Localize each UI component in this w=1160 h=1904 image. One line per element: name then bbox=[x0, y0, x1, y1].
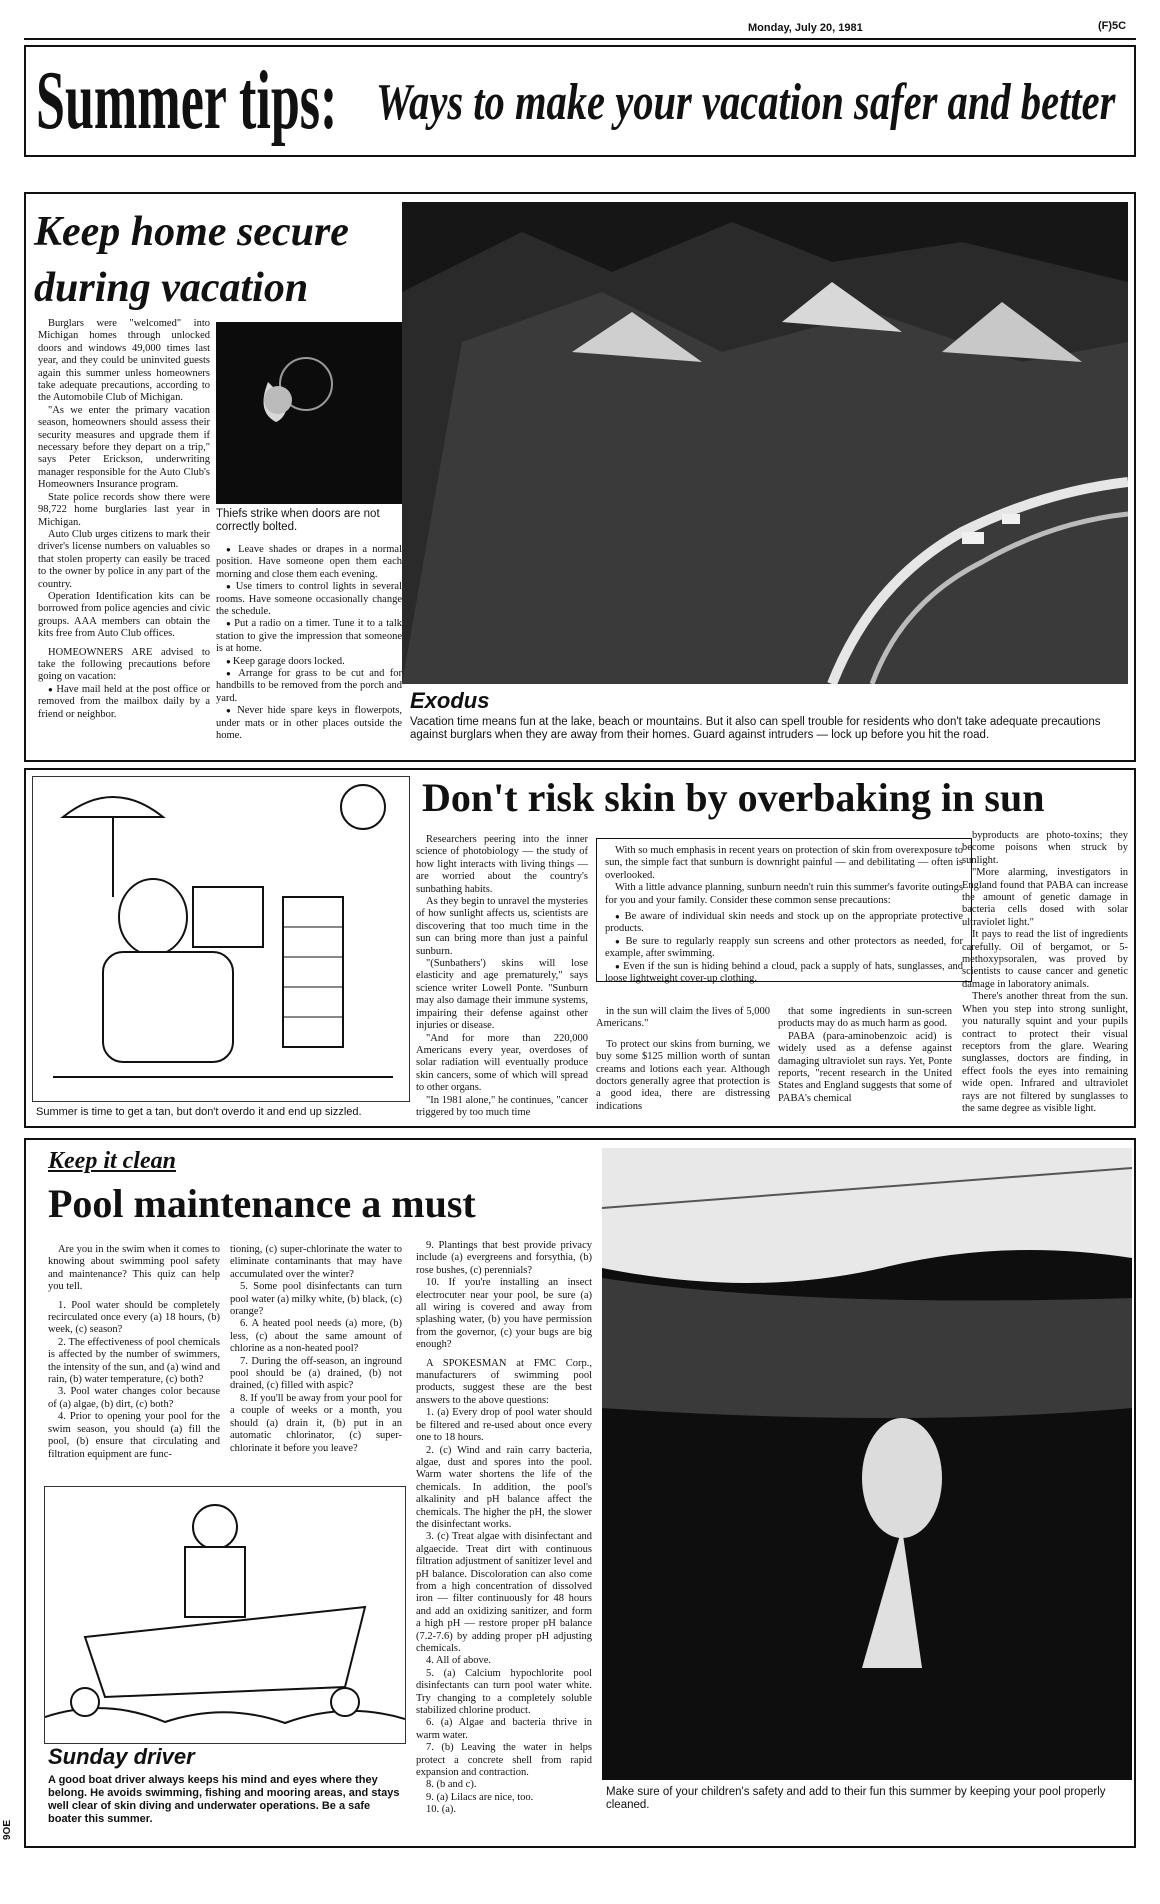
pool-photo-caption: Make sure of your children's safety and add to their fun this summer by keeping your pool properly cleaned. bbox=[606, 1786, 1106, 1811]
skin-column-4 bbox=[962, 830, 1128, 1115]
pool-headline: Pool maintenance a must bbox=[48, 1181, 476, 1226]
banner-box bbox=[24, 45, 1136, 157]
security-column-2 bbox=[216, 544, 402, 743]
pool-section bbox=[24, 1138, 1136, 1848]
pool-paragraph: 4. Prior to opening your pool for the swim season, you should (a) fill the pool, (b) ensure that circulating and filtration equipment are func- bbox=[48, 1411, 220, 1460]
skin-paragraph: To protect our skins from burning, we buy some $125 million worth of suntan creams and lotions each year. Although doctors generally agree that protection is a good idea, there are distressing indications bbox=[596, 1038, 770, 1112]
security-paragraph: HOMEOWNERS ARE advised to take the following precautions before going on vacation: bbox=[38, 646, 210, 683]
skin-paragraph: Researchers peering into the inner science of photobiology — the study of how light interacts with living things — are worried about the country's sunbathing habits. bbox=[416, 834, 588, 895]
skin-paragraph: "And for more than 220,000 Americans every year, overdoses of solar radiation will eventually produce skin cancers, some of which will spread to other organs. bbox=[416, 1032, 588, 1094]
lightbulb-icon bbox=[216, 322, 402, 504]
pool-column-3 bbox=[416, 1240, 592, 1817]
sidebar-paragraph: With a little advance planning, sunburn needn't ruin this summer's favorite outings for you and your family. Consider these common sense precautions: bbox=[605, 882, 963, 906]
security-bullet: ● Never hide spare keys in flowerpots, under mats or in other places outside the home. bbox=[216, 705, 402, 742]
margin-code: 9OE bbox=[2, 1819, 13, 1840]
sunday-driver-title: Sunday driver bbox=[48, 1744, 195, 1769]
pool-paragraph: 3. (c) Treat algae with disinfectant and algaecide. Treat dirt with continuous filtration adjustment of sanitizer level and pH balance. Discoloration can also come from a high concentration of dissolved iron — filter continuously for 48 hours and add an oxidizing sanitizer, and form a high pH — restore proper pH balance (7.2-7.6) by adding proper pH adjusting chemicals. bbox=[416, 1531, 592, 1654]
pool-paragraph: 4. All of above. bbox=[426, 1655, 492, 1667]
pool-paragraph: 3. Pool water changes color because of (a) algae, (b) dirt, (c) both? bbox=[48, 1386, 220, 1410]
boat-cartoon bbox=[44, 1486, 406, 1744]
skin-column-3 bbox=[778, 1006, 952, 1105]
skin-column-1 bbox=[416, 834, 588, 1119]
security-bullet: ● Put a radio on a timer. Tune it to a talk station to give the impression that someone is at home. bbox=[216, 618, 402, 655]
lightbulb-caption: Thiefs strike when doors are not correctly bolted. bbox=[216, 508, 380, 533]
pool-paragraph: 6. (a) Algae and bacteria thrive in warm water. bbox=[416, 1717, 592, 1741]
banner-title-italic: Ways to make your vacation safer and better bbox=[376, 74, 1116, 131]
pool-paragraph: 2. The effectiveness of pool chemicals is affected by the number of swimmers, the intensity of the sun, and (a) wind and rain, (b) water temperature, (c) both? bbox=[48, 1336, 220, 1386]
pool-paragraph: A SPOKESMAN at FMC Corp., manufacturers of swimming pool products, suggest these are the best answers to the above questions: bbox=[416, 1357, 592, 1406]
page-date: Monday, July 20, 1981 bbox=[748, 22, 863, 34]
security-paragraph: "As we enter the primary vacation season, homeowners should assess their security measures and upgrade them if necessary before they depart on a trip," says Peter Erickson, underwriting manager responsible for the Auto Club's Homeowners Insurance program. bbox=[38, 404, 210, 491]
security-paragraph: Operation Identification kits can be borrowed from police agencies and civic groups. AAA members can obtain the kits free from Auto Club offices. bbox=[38, 590, 210, 640]
sunbather-caption: Summer is time to get a tan, but don't overdo it and end up sizzled. bbox=[36, 1106, 362, 1118]
pool-paragraph: 8. If you'll be away from your pool for a couple of weeks or a month, you should (a) drain it, (b) put in an automatic chlorinator, (c) super-chlorinate it before you leave? bbox=[230, 1392, 402, 1454]
security-column-1 bbox=[38, 318, 210, 721]
header-rule bbox=[24, 38, 1136, 40]
sidebar-bullet: ● Be aware of individual skin needs and stock up on the appropriate protective products. bbox=[605, 911, 963, 936]
skin-column-2 bbox=[596, 1006, 770, 1113]
boat-cartoon-icon bbox=[45, 1487, 405, 1743]
security-bullet: ● Arrange for grass to be cut and for handbills to be removed from the porch and yard. bbox=[216, 668, 402, 705]
lightbulb-photo bbox=[216, 322, 402, 504]
security-bullet: ● Have mail held at the post office or removed from the mailbox daily by a friend or neighbor. bbox=[38, 684, 210, 721]
security-bullet: ● Leave shades or drapes in a normal position. Have someone open them each morning and close them each evening. bbox=[216, 544, 402, 581]
exodus-title: Exodus bbox=[410, 688, 490, 713]
security-paragraph: Burglars were "welcomed" into Michigan homes through unlocked doors and windows 49,000 times last year, and they could be uninvited guests again this summer unless homeowners take adequate precautions, according to the Automobile Club of Michigan. bbox=[38, 318, 210, 404]
pool-paragraph: 8. (b and c). bbox=[426, 1779, 477, 1791]
security-paragraph: Auto Club urges citizens to mark their driver's license numbers on valuables so that stolen property can easily be traced to the owner by police in any part of the country. bbox=[38, 528, 210, 590]
skin-paragraph: It pays to read the list of ingredients carefully. Oil of bergamot, or 5-methoxypsoralen, was proved by scientists to cause cancer and genetic damage in laboratory animals. bbox=[962, 929, 1128, 990]
pool-paragraph: 7. (b) Leaving the water in helps protect a concrete shell from rapid expansion and contraction. bbox=[416, 1742, 592, 1779]
pool-paragraph: tioning, (c) super-chlorinate the water to eliminate contaminants that may have accumulated over the winter? bbox=[230, 1244, 402, 1280]
sunbather-cartoon-icon bbox=[33, 777, 409, 1101]
sunburn-sidebar bbox=[596, 838, 972, 985]
mountain-road-icon bbox=[402, 202, 1128, 684]
pool-paragraph: Are you in the swim when it comes to knowing about swimming pool safety and maintenance? This quiz can help you tell. bbox=[48, 1244, 220, 1293]
pool-paragraph: 5. (a) Calcium hypochlorite pool disinfectants can turn pool water white. Try changing to a completely soluble stabilized chlorine product. bbox=[416, 1667, 592, 1717]
sidebar-text bbox=[605, 845, 963, 985]
sunday-driver-text: A good boat driver always keeps his mind and eyes where they belong. He avoids swimming, fishing and mooring areas, and stays well clear of skin diving and underwater operations. Be a safe boater this summer. bbox=[48, 1774, 400, 1825]
pool-paragraph: 6. A heated pool needs (a) more, (b) less, (c) about the same amount of chlorine as a non-heated pool? bbox=[230, 1318, 402, 1355]
pool-paragraph: 10. If you're installing an insect electrocuter near your pool, be sure (a) all wiring is covered and away from splashing water, (b) you have permission from the governor, (c) your bugs are big enough? bbox=[416, 1277, 592, 1351]
pool-paragraph: 1. (a) Every drop of pool water should be filtered and re-used about once every one to 18 hours. bbox=[416, 1407, 592, 1444]
security-bullet: ● Use timers to control lights in several rooms. Have someone occasionally change the schedule. bbox=[216, 581, 402, 618]
security-paragraph: State police records show there were 98,722 home burglaries last year in Michigan. bbox=[38, 491, 210, 528]
skin-headline: Don't risk skin by overbaking in sun bbox=[422, 775, 1045, 820]
exodus-caption: Vacation time means fun at the lake, beach or mountains. But it also can spell trouble for residents who don't take adequate precautions against burglars when they are away from their homes. Guard against intruders — lock up before you hit the road. bbox=[410, 716, 1101, 741]
skin-paragraph: As they begin to unravel the mysteries of how sunlight affects us, scientists are discovering that too much time in the sun can bring more than just a painful sunburn. bbox=[416, 896, 588, 957]
sidebar-bullet: ● Even if the sun is hiding behind a cloud, pack a supply of hats, sunglasses, and loose lightweight cover-up clothing. bbox=[605, 961, 963, 986]
security-bullet: ● Keep garage doors locked. bbox=[216, 656, 402, 668]
sidebar-paragraph: With so much emphasis in recent years on protection of skin from overexposure to sun, the simple fact that sunburn is downright painful — and debilitating — often is overlooked. bbox=[605, 845, 963, 881]
skin-paragraph: "More alarming, investigators in England found that PABA can increase the amount of genetic damage in bacteria cells dosed with solar ultraviolet light." bbox=[962, 867, 1128, 928]
skin-paragraph: in the sun will claim the lives of 5,000 Americans." bbox=[596, 1006, 770, 1030]
security-section bbox=[24, 192, 1136, 762]
pool-column-2 bbox=[230, 1244, 402, 1455]
pool-paragraph: 9. (a) Lilacs are nice, too. bbox=[426, 1791, 534, 1803]
pool-paragraph: 1. Pool water should be completely recirculated once every (a) 18 hours, (b) week, (c) season? bbox=[48, 1299, 220, 1336]
pool-kicker: Keep it clean bbox=[48, 1148, 176, 1174]
pool-paragraph: 9. Plantings that best provide privacy include (a) evergreens and forsythia, (b) rose bushes, (c) perennials? bbox=[416, 1240, 592, 1276]
pool-photo bbox=[602, 1148, 1132, 1780]
sunbather-cartoon bbox=[32, 776, 410, 1102]
pool-paragraph: 5. Some pool disinfectants can turn pool water (a) milky white, (b) black, (c) orange? bbox=[230, 1281, 402, 1318]
skin-paragraph: "(Sunbathers') skins will lose elasticity and age prematurely," says science writer Lowell Ponte. "Sunburn may also damage their immune systems, impairing their defense against other injuries or disease. bbox=[416, 958, 588, 1032]
mountain-road-photo bbox=[402, 202, 1128, 684]
section-label: (F)5C bbox=[1098, 20, 1127, 32]
skin-section bbox=[24, 768, 1136, 1128]
pool-photo-icon bbox=[602, 1148, 1132, 1780]
sidebar-bullet: ● Be sure to regularly reapply sun screens and other protectors as needed, for example, after swimming. bbox=[605, 936, 963, 961]
skin-paragraph: PABA (para-aminobenzoic acid) is widely used as a defense against damaging ultraviolet sun rays. Yet, Ponte reports, "recent research in the United States and England suggests that some of PABA's chemical bbox=[778, 1030, 952, 1104]
skin-paragraph: byproducts are photo-toxins; they become poisons when struck by sunlight. bbox=[962, 830, 1128, 866]
pool-paragraph: 2. (c) Wind and rain carry bacteria, algae, dust and spores into the pool. Warm water shortens the life of the chemicals. In addition, the pool's alkalinity and pH balance affect the chemicals. The higher the pH, the slower the disinfectant works. bbox=[416, 1444, 592, 1530]
skin-paragraph: There's another threat from the sun. When you step into strong sunlight, you naturally squint and your pupils contract to protect their visual receptors from the glare. Wearing sunglasses, doctors are finding, in effect fools the eyes into remaining wide open. Infrared and ultraviolet rays are not filtered by sunglasses to the same degree as visible light. bbox=[962, 991, 1128, 1114]
pool-paragraph: 7. During the off-season, an inground pool should be (a) drained, (b) not drained, (c) filled with aspic? bbox=[230, 1355, 402, 1392]
security-headline: Keep home secure during vacation bbox=[34, 209, 349, 311]
skin-paragraph: "In 1981 alone," he continues, "cancer triggered by too much time bbox=[416, 1094, 588, 1118]
skin-paragraph: that some ingredients in sun-screen products may do as much harm as good. bbox=[778, 1006, 952, 1030]
pool-paragraph: 10. (a). bbox=[426, 1804, 457, 1816]
pool-column-1 bbox=[48, 1244, 220, 1461]
banner-title-bold: Summer tips: bbox=[36, 54, 338, 147]
